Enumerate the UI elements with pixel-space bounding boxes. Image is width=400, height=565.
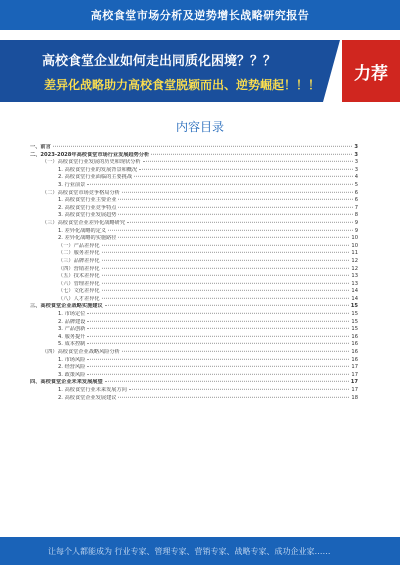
toc-page-number: 4	[354, 174, 358, 181]
toc-entry[interactable]	[30, 326, 358, 334]
toc-entry-title: （六）管理差异化	[58, 280, 100, 287]
toc-leader-dots	[102, 260, 350, 261]
toc-entry-title: 2. 经营风险	[58, 364, 86, 371]
toc-entry-title: 1. 差异化战略的定义	[58, 227, 107, 234]
toc-entry[interactable]	[30, 167, 358, 175]
toc-entry-title: 1. 高校食堂行业未来发展方向	[58, 387, 127, 393]
toc-leader-dots	[102, 290, 350, 291]
toc-entry-title: 2. 差异化战略的实施路径	[58, 235, 117, 242]
toc-entry-title: 2. 高校食堂行业竞争特点	[58, 204, 117, 211]
toc-page-number: 12	[351, 257, 358, 264]
toc-page-number: 6	[354, 197, 358, 204]
toc-entry[interactable]	[30, 311, 358, 319]
toc-entry-title: （二）服务差异化	[58, 250, 100, 257]
toc-entry[interactable]	[30, 266, 358, 274]
toc-page-number: 9	[354, 227, 358, 234]
toc-page-number: 16	[351, 341, 358, 348]
toc-page-number: 5	[354, 181, 358, 188]
toc-leader-dots	[118, 214, 352, 215]
toc-leader-dots	[118, 199, 352, 200]
toc-entry-title: （一）高校食堂行业发展的历史和现状分析	[42, 159, 141, 166]
toc-entry-title: 3. 政策风险	[58, 371, 86, 378]
toc-entry-title: （一）产品差异化	[58, 242, 100, 249]
toc-page-number: 18	[351, 394, 358, 401]
toc-entry-title: （三）高校食堂企业差异化战略研究	[42, 219, 126, 226]
brand-badge: 力荐	[342, 40, 400, 102]
toc-entry-title: 3. 产品创新	[58, 326, 86, 333]
toc-entry[interactable]	[30, 273, 358, 281]
toc-leader-dots	[118, 237, 349, 238]
toc-leader-dots	[151, 153, 352, 154]
toc-entry-title: 1. 市场定位	[58, 311, 86, 318]
toc-page-number: 14	[351, 288, 358, 295]
toc-page-number: 12	[351, 265, 358, 272]
toc-page-number: 15	[350, 303, 358, 310]
toc-entry[interactable]	[30, 220, 358, 228]
toc-page-number: 17	[350, 379, 358, 386]
toc-leader-dots	[102, 252, 350, 253]
toc-page-number: 14	[351, 295, 358, 302]
toc-leader-dots	[87, 313, 349, 314]
toc-entry-title: 2. 高校食堂行业面临的主要挑战	[58, 174, 133, 181]
toc-entry-title: （三）品牌差异化	[58, 257, 100, 264]
toc-page-number: 13	[351, 273, 358, 280]
toc-leader-dots	[87, 358, 349, 359]
toc-entry[interactable]	[30, 319, 358, 327]
toc-entry[interactable]	[30, 387, 358, 395]
toc-leader-dots	[102, 245, 350, 246]
toc-leader-dots	[105, 381, 349, 382]
table-of-contents	[30, 144, 358, 402]
toc-leader-dots	[87, 184, 352, 185]
toc-page-number: 15	[351, 326, 358, 333]
toc-entry-title: 4. 服务提升	[58, 333, 86, 340]
toc-entry-title: 四、高校食堂企业未来发展展望	[30, 379, 103, 386]
toc-entry-title: （八）人才差异化	[58, 295, 100, 302]
toc-entry[interactable]	[30, 243, 358, 251]
toc-entry[interactable]	[30, 364, 358, 372]
toc-page-number: 3	[354, 151, 358, 158]
toc-leader-dots	[127, 222, 353, 223]
toc-entry[interactable]	[30, 258, 358, 266]
toc-leader-dots	[105, 305, 349, 306]
toc-page-number: 17	[351, 364, 358, 371]
toc-entry-title: 一、前言	[30, 144, 51, 150]
toc-entry[interactable]	[30, 205, 358, 213]
toc-entry[interactable]	[30, 296, 358, 304]
toc-page-number: 13	[351, 280, 358, 287]
toc-entry-title: （二）高校食堂市场竞争格局分析	[42, 189, 120, 196]
toc-page-number: 8	[354, 212, 358, 219]
toc-leader-dots	[87, 320, 349, 321]
toc-page-number: 15	[351, 318, 358, 325]
toc-heading: 内容目录	[175, 120, 224, 134]
toc-leader-dots	[122, 351, 350, 352]
toc-entry-title: 1. 高校食堂行业的发展背景和概况	[58, 166, 138, 173]
toc-leader-dots	[139, 169, 352, 170]
toc-leader-dots	[102, 267, 350, 268]
toc-page-number: 16	[351, 356, 358, 363]
toc-leader-dots	[118, 396, 349, 397]
toc-entry-title: （五）技术差异化	[58, 273, 100, 280]
toc-leader-dots	[102, 298, 350, 299]
footer-text: 让每个人都能成为 行业专家、管理专家、营销专家、战略专家、成功企业家……	[48, 546, 331, 556]
toc-entry-title: 2. 高校食堂企业发展建议	[58, 394, 117, 401]
toc-entry[interactable]	[30, 190, 358, 198]
toc-entry-title: （七）文化差异化	[58, 288, 100, 295]
toc-entry[interactable]	[30, 250, 358, 258]
toc-leader-dots	[87, 343, 349, 344]
toc-page-number: 11	[351, 250, 358, 257]
toc-entry-title: 1. 高校食堂行业主要企业	[58, 197, 117, 204]
toc-leader-dots	[87, 366, 349, 367]
toc-page-number: 16	[351, 333, 358, 340]
toc-leader-dots	[122, 191, 353, 192]
toc-entry-title: 1. 市场风险	[58, 356, 86, 363]
toc-leader-dots	[129, 389, 350, 390]
toc-entry[interactable]	[30, 303, 358, 311]
toc-entry[interactable]	[30, 341, 358, 349]
report-banner	[0, 0, 400, 30]
toc-page-number: 10	[351, 242, 358, 249]
report-banner-title: 高校食堂市场分析及逆势增长战略研究报告	[90, 9, 310, 22]
toc-entry[interactable]	[30, 379, 358, 387]
toc-entry[interactable]	[30, 281, 358, 289]
toc-leader-dots	[87, 374, 349, 375]
hero-title: 高校食堂企业如何走出同质化困境？？？	[42, 54, 277, 69]
toc-page-number: 3	[354, 166, 358, 173]
toc-entry[interactable]	[30, 182, 358, 190]
toc-leader-dots	[87, 336, 349, 337]
toc-entry-title: 二、2023-2028年高校食堂市场行业发展趋势分析	[30, 151, 150, 158]
toc-leader-dots	[108, 229, 353, 230]
toc-entry[interactable]	[30, 159, 358, 167]
toc-page-number: 9	[354, 219, 358, 226]
toc-page-number: 16	[351, 349, 358, 356]
toc-page-number: 6	[354, 189, 358, 196]
toc-entry[interactable]	[30, 334, 358, 342]
hero-section	[0, 40, 400, 102]
toc-entry[interactable]	[30, 395, 358, 403]
toc-entry[interactable]	[30, 197, 358, 205]
toc-entry-title: （四）营销差异化	[58, 265, 100, 272]
toc-leader-dots	[102, 282, 350, 283]
toc-page-number: 7	[354, 204, 358, 211]
toc-entry[interactable]	[30, 357, 358, 365]
toc-page-number: 17	[351, 371, 358, 378]
toc-entry[interactable]	[30, 174, 358, 182]
footer-banner	[0, 537, 400, 565]
toc-leader-dots	[143, 161, 353, 162]
toc-entry[interactable]	[30, 228, 358, 236]
toc-entry[interactable]	[30, 349, 358, 357]
toc-entry[interactable]	[30, 235, 358, 243]
toc-leader-dots	[102, 275, 350, 276]
toc-page-number: 3	[354, 144, 358, 150]
toc-leader-dots	[134, 176, 353, 177]
toc-page-number: 17	[351, 387, 358, 393]
hero-subtitle: 差异化战略助力高校食堂脱颖而出、逆势崛起！！！	[44, 78, 321, 92]
toc-entry[interactable]	[30, 372, 358, 380]
toc-entry-title: 2. 品牌建设	[58, 318, 86, 325]
toc-entry[interactable]	[30, 288, 358, 296]
toc-entry-title: 3. 高校食堂行业发展趋势	[58, 212, 117, 219]
toc-entry-title: 三、高校食堂企业战略实施建议	[30, 303, 103, 310]
toc-page-number: 10	[351, 235, 358, 242]
toc-page-number: 3	[354, 159, 358, 166]
toc-leader-dots	[53, 146, 353, 147]
toc-entry[interactable]	[30, 144, 358, 152]
toc-leader-dots	[118, 207, 352, 208]
toc-entry-title: 3. 行业前景	[58, 181, 86, 188]
toc-page-number: 15	[351, 311, 358, 318]
toc-entry-title: （四）高校食堂企业战略风险分析	[42, 349, 120, 356]
toc-entry[interactable]	[30, 152, 358, 160]
toc-entry[interactable]	[30, 212, 358, 220]
toc-entry-title: 5. 成本控制	[58, 341, 86, 348]
toc-leader-dots	[87, 328, 349, 329]
